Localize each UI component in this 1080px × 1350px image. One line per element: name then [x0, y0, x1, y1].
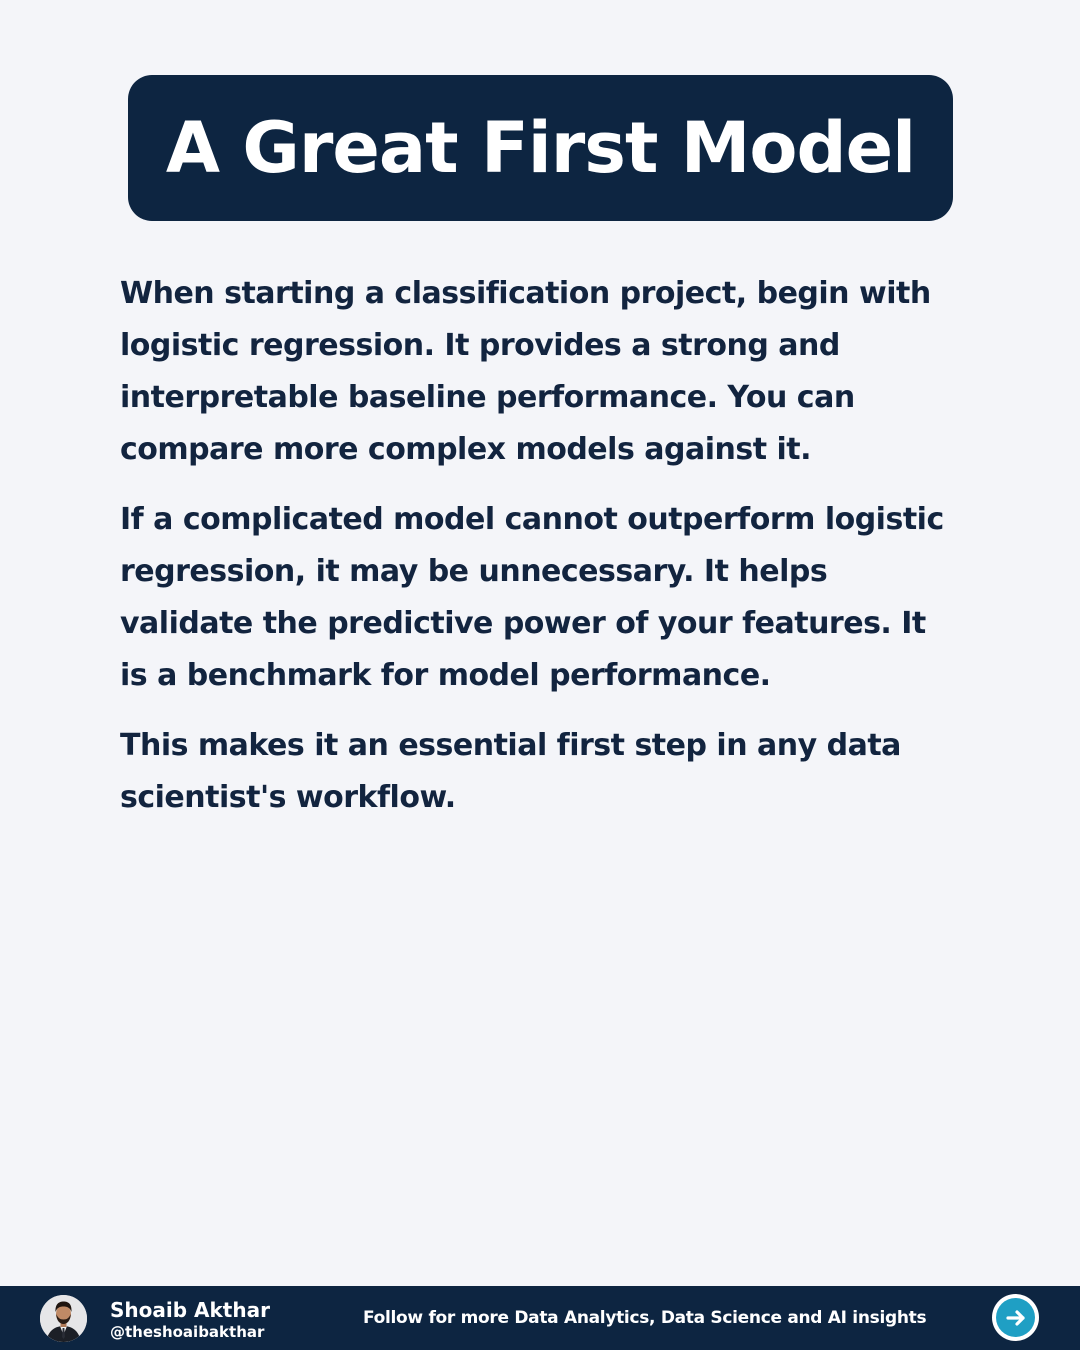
- paragraph-1: When starting a classification project, begin with logistic regression. It provides a strong and interpretable baseline performance. You can compare more complex models against it.: [120, 276, 931, 467]
- author-name: Shoaib Akthar: [110, 1298, 270, 1322]
- next-button[interactable]: [992, 1294, 1039, 1341]
- arrow-right-circle-icon: [996, 1298, 1035, 1337]
- avatar-photo-icon: [40, 1295, 87, 1342]
- title-banner: [128, 75, 953, 221]
- footer-bar: [0, 1286, 1080, 1350]
- page-title: A Great First Model: [165, 107, 916, 189]
- paragraph-2: If a complicated model cannot outperform logistic regression, it may be unnecessary. It helps validate the predictive power of your features. It is a benchmark for model performance.: [120, 502, 944, 693]
- paragraph-3: This makes it an essential first step in any data scientist's workflow.: [120, 728, 901, 815]
- avatar: [40, 1295, 87, 1342]
- author-handle[interactable]: @theshoaibakthar: [110, 1323, 265, 1341]
- follow-cta: Follow for more Data Analytics, Data Science and AI insights: [363, 1308, 927, 1328]
- body-content: [120, 268, 950, 842]
